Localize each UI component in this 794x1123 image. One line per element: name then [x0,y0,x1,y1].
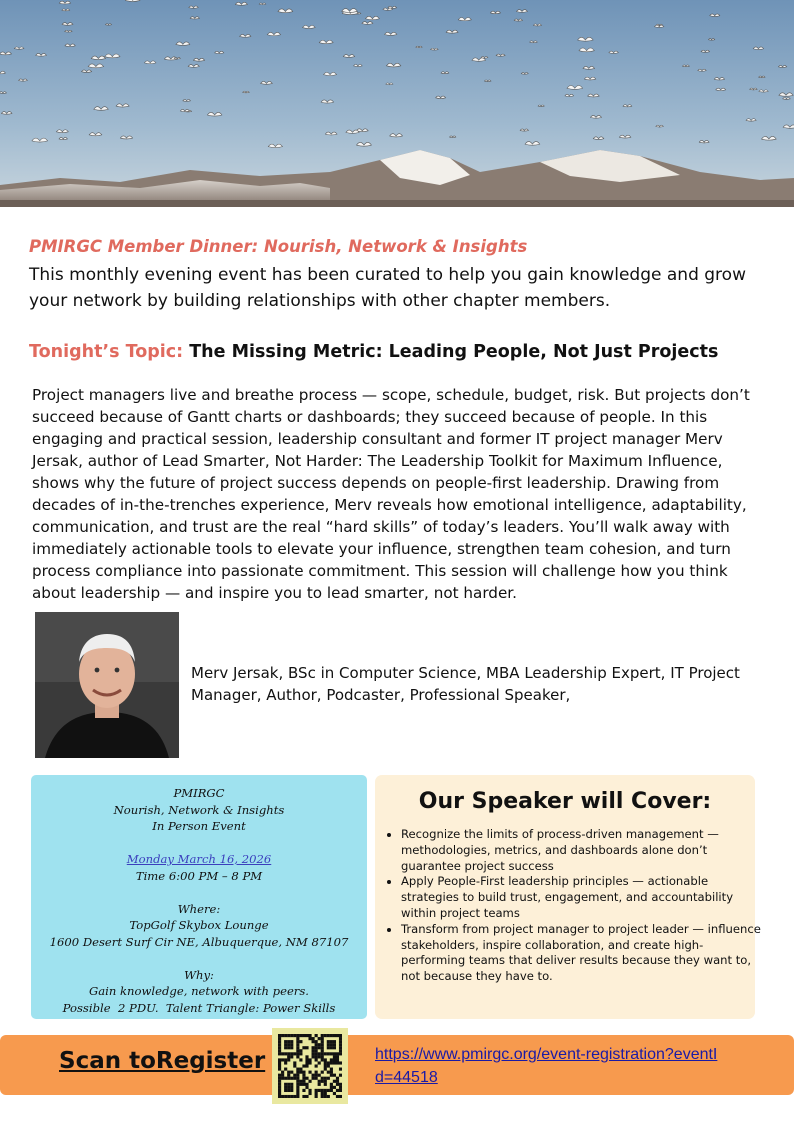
event-org: PMIRGC [173,786,225,800]
speaker-bio: Merv Jersak, BSc in Computer Science, MBA Leadership Expert, IT Project Manager, Author, Podcaster, Professional Speaker, [191,664,740,704]
why-line-2: Possible 2 PDU. Talent Triangle: Power Skills [62,1000,336,1015]
event-time: Time 6:00 PM – 8 PM [135,868,263,883]
hero-image [0,0,794,207]
topic-label: Tonight’s Topic: [29,342,184,362]
speaker-cover-box [375,775,761,1019]
speaker-photo [35,612,179,758]
event-date-link[interactable]: Monday March 16, 2026 [126,852,272,866]
topic-title: The Missing Metric: Leading People, Not Just Projects [189,342,719,362]
why-label: Why: [184,967,214,982]
session-description: Project managers live and breathe process — scope, schedule, budget, risk. But projects don’t succeed because of Gantt charts or dashboards; they succeed because of people. In this engaging and practical session, leadership consultant and former IT project manager Merv Jersak, author of Lead Smarter, Not Harder: The Leadership Toolkit for Maximum Influence, shows why the future of project success depends on people-first leadership. Drawing from decades of in-the-trenches experience, Merv reveals how emotional intelligence, adaptability, communication, and trust are the real “hard skills” of today’s leaders. You’ll walk away with immediately actionable tools to elevate your influence, strengthen team cohesion, and turn process compliance into passionate commitment. This session will challenge how you think about leadership — and inspire you to lead smarter, not harder. [32,386,750,602]
qr-code-icon[interactable] [272,1028,348,1104]
event-venue: TopGolf Skybox Lounge [129,918,269,932]
event-name: Nourish, Network & Insights [113,802,285,817]
scan-to-register-link[interactable]: Scan toRegister [59,1048,266,1074]
why-line-1: Gain knowledge, network with peers. [89,984,309,998]
event-format: In Person Event [152,819,246,833]
registration-url-link[interactable]: https://www.pmirgc.org/event-registration?eventId=44518 [375,1046,718,1086]
goose-icon [126,0,140,2]
event-address: 1600 Desert Surf Cir NE, Albuquerque, NM 87107 [49,934,349,949]
cover-title: Our Speaker will Cover: [418,789,712,814]
where-label: Where: [177,901,221,916]
event-headline: PMIRGC Member Dinner: Nourish, Network & Insights [29,237,528,256]
cover-item: • Recognize the limits of process-driven management — methodologies, metrics, and dashboards alone don’t guarantee project success [401,827,763,874]
event-details-box [31,775,367,1019]
goose-icon [783,125,794,128]
cover-list [385,827,763,985]
cover-item: • Apply People-First leadership principles — actionable strategies to build trust, engagement, and accountability within project teams [401,874,763,921]
cover-item: • Transform from project manager to project leader — influence stakeholders, inspire collaboration, and create high-performing teams that deliver results because they want to, not because they have to. [401,922,763,985]
intro-text: This monthly evening event has been curated to help you gain knowledge and grow your network by building relationships with other chapter members. [29,265,746,311]
geese-over-mountains-illustration [0,0,794,207]
topic-heading [29,342,718,362]
